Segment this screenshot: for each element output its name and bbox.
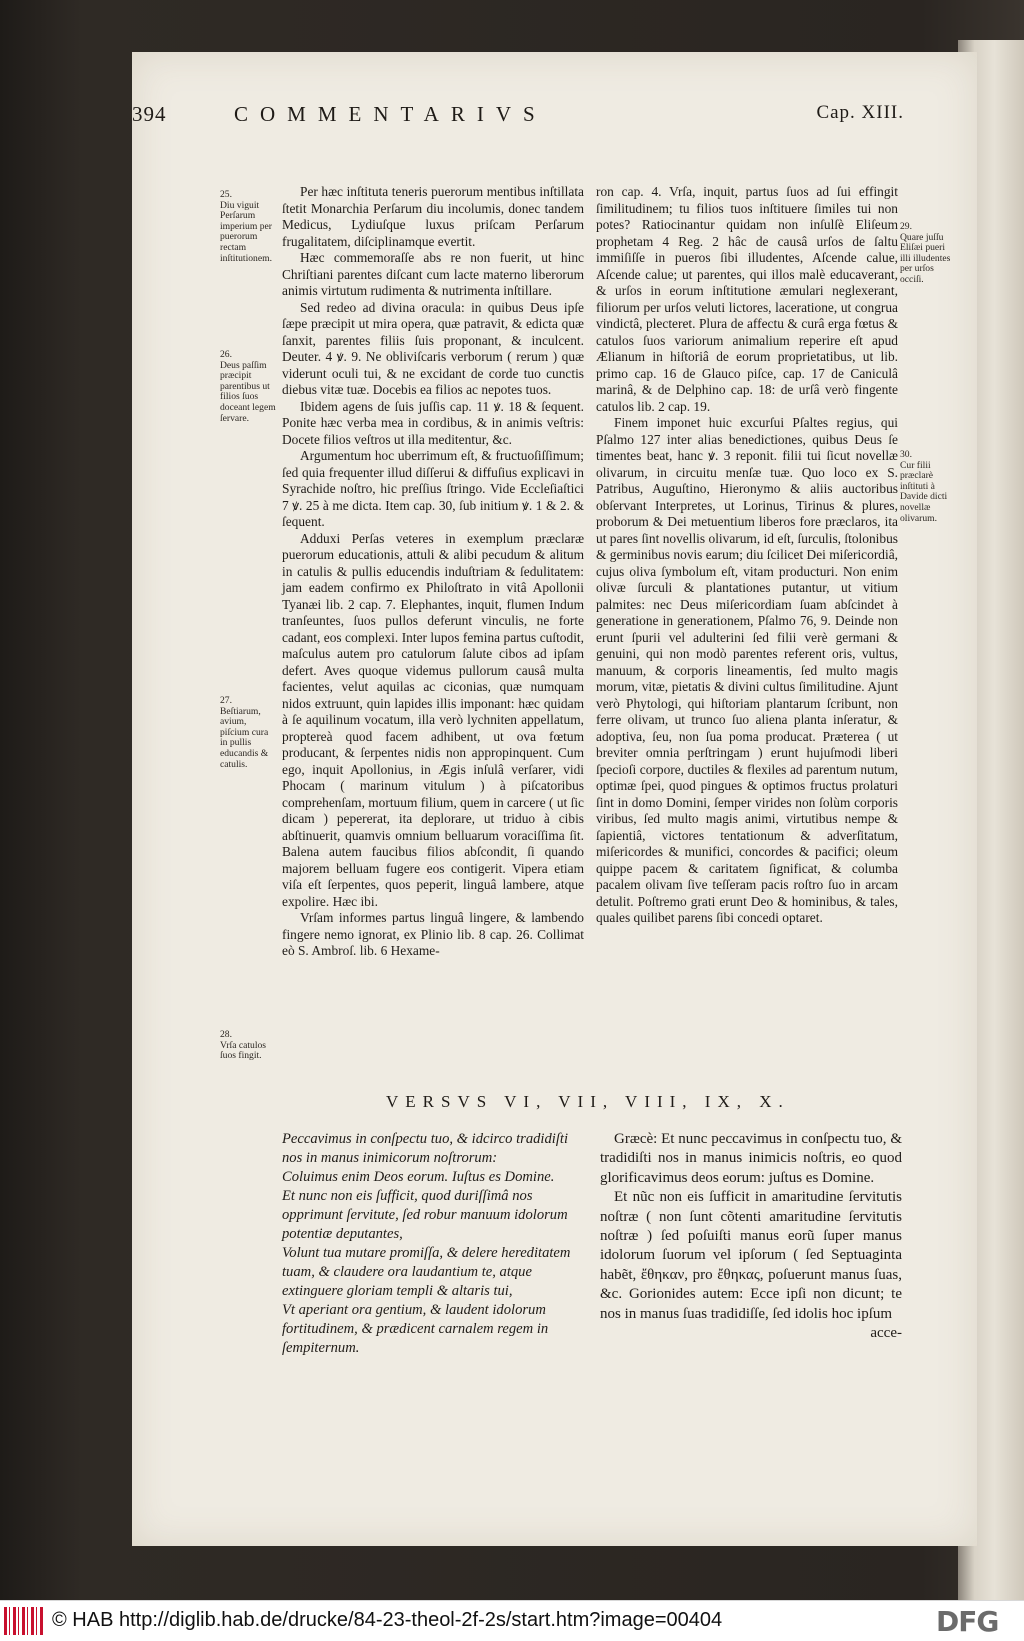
left-text-column bbox=[282, 184, 584, 960]
margin-note-number: 26. bbox=[220, 349, 232, 360]
running-title: COMMENTARIVS bbox=[234, 102, 547, 126]
margin-note-27 bbox=[220, 696, 278, 770]
scripture-verse: Coluimus enim Deos eorum. Iuſtus es Domine. bbox=[282, 1169, 555, 1185]
paragraph: Argumentum hoc uberrimum eſt, & fructuoſiſſimum; ſed quia frequenter illud diſſerui & diffuſius explicavi in Syrachide noſtro, hic preſſius ſtringo. Vide Eccleſiaſtici 7 ꝟ. 25 à me dicta. Item cap. 30, ſub initium ꝟ. 1 & 2. & ſequent. bbox=[282, 448, 584, 529]
margin-note-number: 28. bbox=[220, 1029, 232, 1040]
dfg-logo: DFG bbox=[936, 1605, 999, 1638]
paragraph: ron cap. 4. Vrſa, inquit, partus ſuos ad ſui effingit ſimilitudinem; tu filios tuos inſtituere ſimiles tui non potes? Ratiocinantur quidam non inſulſè Eliſeum prophetam 4 Reg. 2 hâc de causâ urſos de ſaltu immiſiſſe in pueros ſibi illudentes, Aſcende calue, Aſcende calue; ut parentes, qui illos malè educaverant, & urſos in eorum inſtitutione æmulari neglexerant, filiorum per urſos veluti lictores, laceratione, ut congrua vindictâ, plecteret. Plura de affectu & curâ erga fœtus & catulos ſuos variorum animalium reperire eſt apud Ælianum in hiſtoriâ de eorum proprietatibus, ut lib. primo cap. 16 de Glauco piſce, cap. 17 de Caniculâ marinâ, & de Delphino cap. 18: de urſâ verò fingente catulos lib. 2 cap. 19. bbox=[596, 184, 898, 414]
paragraph: Græcè: Et nunc peccavimus in conſpectu tuo, & tradidiſti nos in manus inimicis noſtris, eo quod glorificavimus deos eorum: juſtus es Domine. bbox=[600, 1131, 902, 1186]
section-heading: VERSVS VI, VII, VIII, IX, X. bbox=[386, 1092, 790, 1111]
margin-note-text: Diu viguit Perſarum imperium per puerorum rectam inſtitutionem. bbox=[220, 199, 272, 264]
margin-note-number: 30. bbox=[900, 449, 912, 460]
paragraph: Sed redeo ad divina oracula: in quibus Deus ipſe ſæpe præcipit ut mira opera, quæ patravit, & edicta quæ ſanxit, parentes filiis ſuis proponant, & inculcent. Deuter. 4 ꝟ. 9. Ne obliviſcaris verborum ( rerum ) quæ viderunt oculi tui, & ne excidant de corde tuo cunctis diebus vitæ tuæ. Docebis ea filios ac nepotes tuos. bbox=[282, 299, 584, 397]
scripture-verse: Volunt tua mutare promiſſa, & delere hereditatem tuam, & claudere ora laudantium te, atque extinguere gloriam templi & altaris tui, bbox=[282, 1245, 571, 1299]
margin-note-30 bbox=[900, 450, 956, 524]
viewer-footer bbox=[0, 1600, 1024, 1641]
margin-note-number: 29. bbox=[900, 221, 912, 232]
margin-note-29 bbox=[900, 222, 956, 286]
scripture-verse: Peccavimus in conſpectu tuo, & idcirco tradidiſti nos in manus inimicorum noſtrorum: bbox=[282, 1131, 569, 1166]
page-number: 394 bbox=[132, 102, 167, 126]
margin-note-number: 27. bbox=[220, 695, 232, 706]
margin-note-26 bbox=[220, 350, 278, 424]
paragraph: Finem imponet huic excurſui Pſaltes regius, qui Pſalmo 127 inter alias benedictiones, quibus Deus ſe timentes beat, hanc ꝟ. 3 reponit. filii tui ſicut novellæ olivarum, in circuitu menſæ tuæ. Quo loco ex S. Patribus, Auguſtino, Hieronymo & aliis auctoribus obſervant Interpretes, ut Lorinus, Tirinus & plures, proborum & Dei metuentium liberos fore præclaros, ita ut pares ſint novellis olivarum, id eſt, ſurculis, ſtolonibus & germinibus novis earum; diu ſcilicet Dei miſericordiâ, cujus oliva ſymbolum eſt, vitam producturi. Non enim olivæ ſurculi & plantationes putantur, ut vitium palmites: nec Deus miſericordiam ſuam abſcindet à generatione in generationem, Pſalmo 76, 9. Deinde non erunt ſpurii vel adulterini ſed filii verè germani & genuini, qui non modò parentes referent oris, vultus, manuum, & corporis lineamentis, ſed multo magis morum, vitæ, pietatis & divini cultus ſimilitudine. Ajunt verò Phytologi, qui hiſtoriam plantarum ſcribunt, non ferre olivam, ut trunco ſuo aliena planta inſeratur, & adoptiva, ſeu, non ſua poma producat. Præterea ( ut breviter omnia perſtringam ) erunt hujuſmodi liberi ſpecioſi corpore, ductiles & flexiles ad parentum nutum, optimæ ſpei, quod pingues & optimos fructus prolaturi ſint in domo Domini, ſemper virides non ſolùm corporis viribus, ſed multo magis animi, virtutibus nempe & ſapientiâ, victores tentationum & adverſitatum, miſericordes & munifici, concordes & pacifici; oleum quippe pacem & caritatem ſignificat, & columba pacalem olivam ſive teſſeram pacis roſtro ſuo in arcam detulit. Poſtremo grati erunt Deo & hominibus, & tales, quales quilibet parens ſibi concedi optaret. bbox=[596, 415, 898, 925]
right-text-column bbox=[596, 184, 898, 927]
scripture-verse: Et nunc non eis ſufficit, quod duriſſimâ nos opprimunt ſervitute, ſed robur manuum idolorum potentiæ deputantes, bbox=[282, 1188, 568, 1242]
margin-note-25 bbox=[220, 190, 278, 264]
paragraph: Adduxi Perſas veteres in exemplum præclaræ puerorum educationis, attuli & alibi pecudum & alitum in catulis & pullis educendis induſtriam & ſedulitatem: jam eadem confirmo ex Philoſtrato in vitâ Apollonii Tyanæi lib. 2 cap. 7. Elephantes, inquit, flumen Indum tranſeuntes, ſuos pullos deferunt vinculis, ne forte cadant, eos complexi. Inter lupos femina partus cuſtodit, maſculus autem pro catulorum ſalute cibos ad ipſam defert. Aves quoque videmus pullorum causâ multa facientes, velut aquilas ac ciconias, quæ numquam nidos extruunt, quin lapides illis imponant: hæc quidam à ſe aquilinum vocatum, illa verò lychniten appellatum, proptereà quod facem adhibent, ut ova fœtum producant, & ſerpentes nidis non appropinquent. Cum ego, inquit Apollonius, in Ægis inſulâ verſarer, vidi Phocam ( marinum vitulum ) à piſcatoribus comprehenſam, mortuum filium, quem in carcere ( ut ſic dicam ) pepererat, ita deplorare, ut triduo à cibis abſtinuerit, quamvis omnium belluarum voraciſſima ſit. Balena autem faucibus filios abſcondit, ſi quando majorem belluam fugere eos contigerit. Vipera etiam viſa eſt ſerpentes, quos peperit, linguâ lambere, atque expolire. Hæc ibi. bbox=[282, 530, 584, 909]
margin-note-text: Quare juſſu Eliſæi pueri illi illudentes per urſos occiſi. bbox=[900, 231, 951, 285]
paragraph: Ibidem agens de ſuis juſſis cap. 11 ꝟ. 18 & ſequent. Ponite hæc verba mea in cordibus, & in animis veſtris: Docete filios veſtros ut illa meditentur, &c. bbox=[282, 398, 584, 447]
source-url-link[interactable]: © HAB http://diglib.hab.de/drucke/84-23-theol-2f-2s/start.htm?image=00404 bbox=[52, 1609, 723, 1631]
paragraph: Vrſam informes partus linguâ lingere, & lambendo fingere nemo ignorat, ex Plinio lib. 8 cap. 26. Collimat eò S. Ambroſ. lib. 6 Hexame- bbox=[282, 910, 584, 958]
paragraph: Hæc commemoraſſe abs re non fuerit, ut hinc Chriſtiani parentes diſcant cum lacte materno liberorum animis virtutum rudimenta & nutrimenta inſtillare. bbox=[282, 250, 584, 298]
scripture-verse: Vt aperiant ora gentium, & laudent idolorum fortitudinem, & prædicent carnalem regem in ſempiternum. bbox=[282, 1302, 549, 1356]
margin-note-text: Beſtiarum, avium, piſcium cura in pullis educandis & catulis. bbox=[220, 705, 269, 770]
margin-note-text: Deus paſſim præcipit parentibus ut filios ſuos doceant legem ſervare. bbox=[220, 359, 276, 424]
scripture-column bbox=[282, 1130, 584, 1358]
hab-logo-icon bbox=[4, 1607, 44, 1635]
margin-note-28 bbox=[220, 1030, 278, 1062]
greek-commentary-column bbox=[600, 1130, 902, 1343]
paragraph: Et nũc non eis ſufficit in amaritudine ſervitutis noſtræ ( non ſunt cõtenti amaritudine ſervitutis noſtræ ) ſed poſuiſti manus eorũ ſuper manus idolorum ſuorum vel ipſorum ( ſed Septuaginta habẽt, ἔθηκαν, pro ἔθηκας, poſuerunt manus ſuas, &c. Gorionides autem: Ecce ipſi non dicunt; te nos in manus ſuas tradidiſſe, ſed idolis hoc ipſum bbox=[600, 1189, 902, 1322]
margin-note-text: Vrſa catulos ſuos fingit. bbox=[220, 1039, 267, 1062]
margin-note-number: 25. bbox=[220, 189, 232, 200]
catchword: acce- bbox=[870, 1325, 902, 1342]
chapter-label: Cap. XIII. bbox=[816, 102, 904, 123]
running-header bbox=[132, 102, 904, 130]
paragraph: Per hæc inſtituta teneris puerorum mentibus inſtillata ſtetit Monarchia Perſarum diu incolumis, donec tandem Medicus, Lydiuſque luxus priſcam Perſarum frugalitatem, diſciplinamque evertit. bbox=[282, 184, 584, 249]
margin-note-text: Cur filii præclarè inſtituti à Davide dicti novellæ olivarum. bbox=[900, 459, 948, 524]
